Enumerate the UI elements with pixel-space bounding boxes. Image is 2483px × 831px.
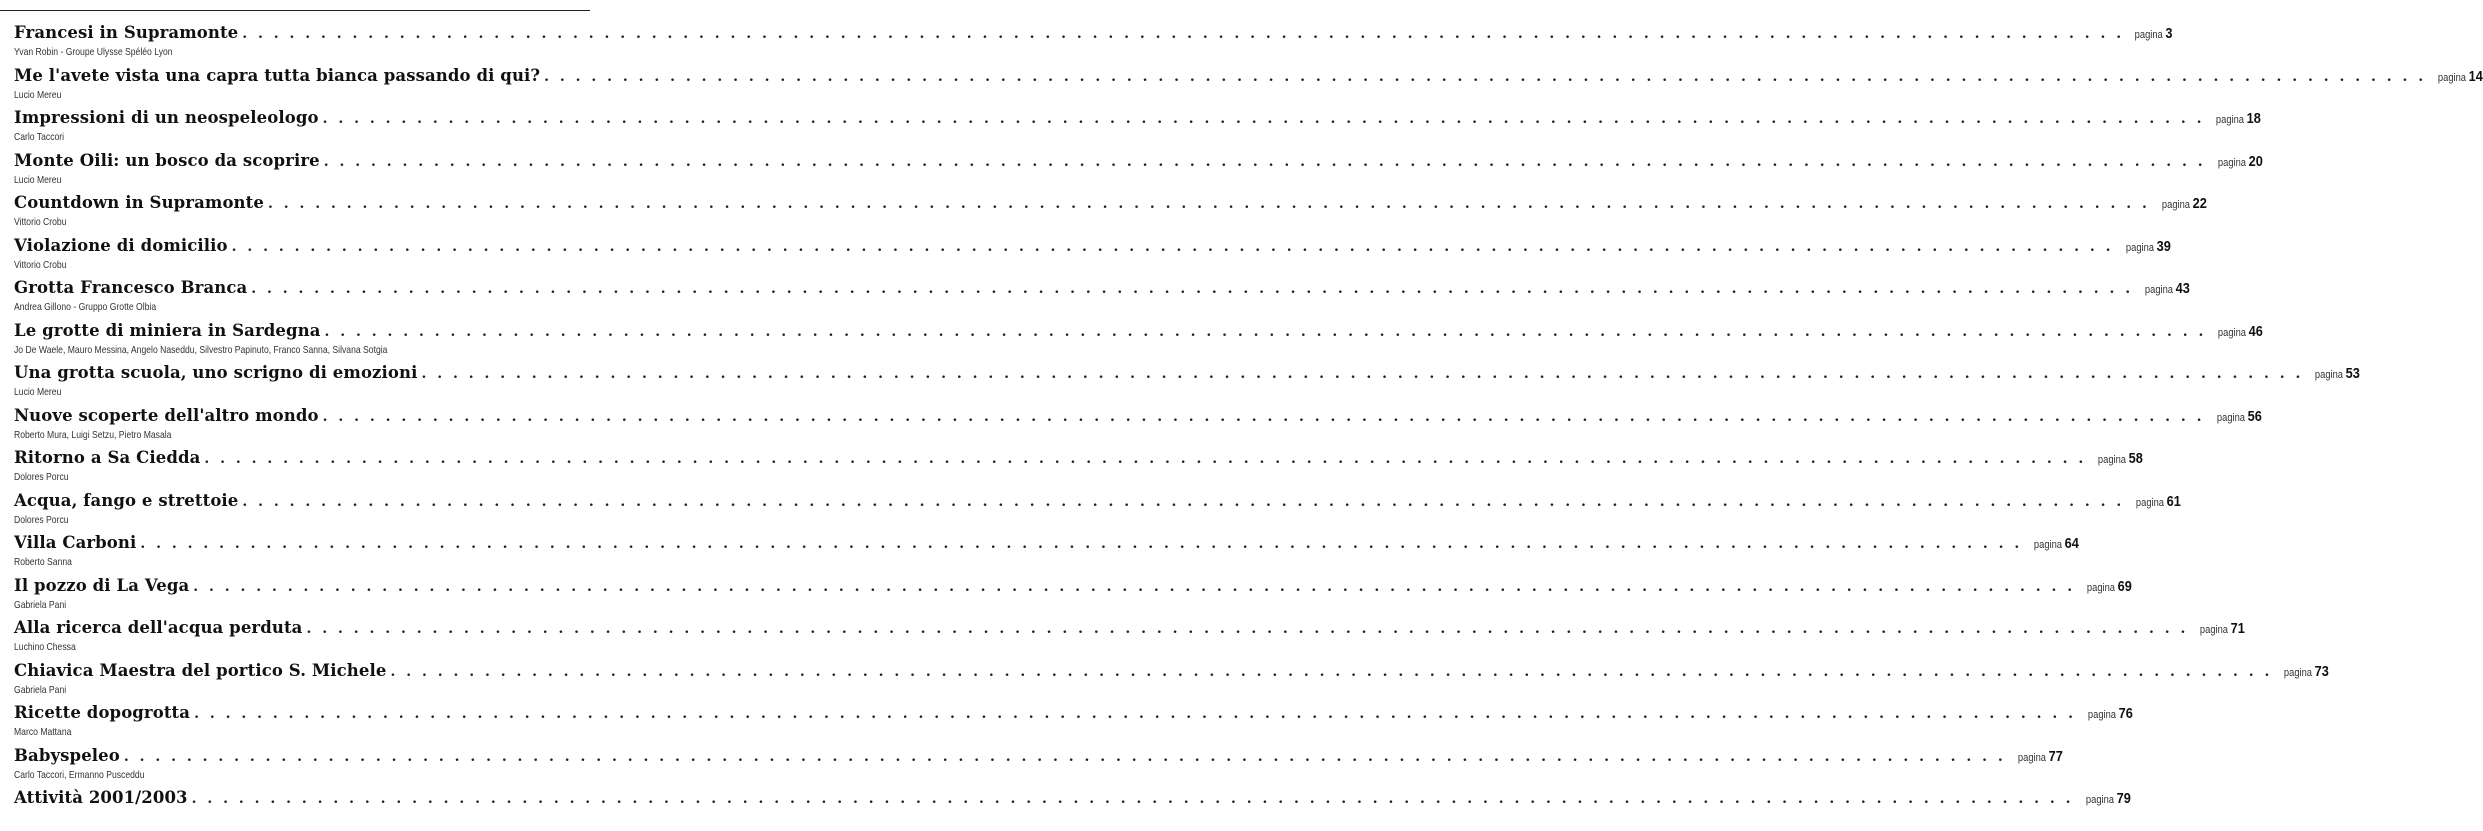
toc-entry-title[interactable]: Francesi in Supramonte [14, 23, 239, 42]
toc-entry-page [2438, 68, 2483, 85]
toc-entry-page [2284, 663, 2329, 680]
toc-entry-author: Dolores Porcu [14, 513, 69, 526]
toc-entry-author: Lucio Mereu [14, 386, 62, 398]
toc-entry[interactable] [14, 745, 2063, 789]
page-label: pagina [2136, 496, 2165, 509]
toc-entry-line [14, 448, 2144, 470]
toc-entry-author: Roberto Sanna [14, 556, 72, 568]
toc-entry-line [14, 703, 2133, 725]
toc-entry[interactable] [14, 448, 2144, 491]
page-label: pagina [2134, 29, 2163, 41]
toc-entry-author: Andrea Gillono - Gruppo Grotte Olbia [14, 301, 157, 313]
page-number: 58 [2128, 450, 2144, 467]
dot-leader: . . . . . . . . . . . . . . . . . . . . . . . . . . . . . . . . . . . . . . . . . . . . . . . . . . . . . . . . . . . . . . . . . . . . . . . . . . . . . . . . . . . . . . . . . . . . . . . . . . . . . . . . . . . . . . . . . . . . . . . . [390, 663, 2273, 680]
toc-entry-author: Jo De Waele, Mauro Messina, Angelo Naseddu, Silvestro Papinuto, Franco Sanna, Silvana Sotgia [14, 343, 388, 356]
toc-entry-page [2218, 323, 2263, 340]
toc-entry[interactable] [14, 660, 2330, 704]
toc-entry[interactable] [14, 320, 2264, 364]
toc-entry-page [2216, 110, 2261, 127]
dot-leader: . . . . . . . . . . . . . . . . . . . . . . . . . . . . . . . . . . . . . . . . . . . . . . . . . . . . . . . . . . . . . . . . . . . . . . . . . . . . . . . . . . . . . . . . . . . . . . . . . . . . . . . . . . . . . . . . . . . . . . . . [191, 791, 2074, 807]
page-label: pagina [2098, 454, 2127, 466]
toc-entry-title[interactable]: Monte Oili: un bosco da scoprire [14, 150, 320, 170]
dot-leader: . . . . . . . . . . . . . . . . . . . . . . . . . . . . . . . . . . . . . . . . . . . . . . . . . . . . . . . . . . . . . . . . . . . . . . . . . . . . . . . . . . . . . . . . . . . . . . . . . . . . . . . . . . . . . . . . . . . . . . . . [194, 706, 2076, 722]
toc-entry-title[interactable]: Violazione di domicilio [14, 235, 228, 255]
toc-entry-title[interactable]: Ricette dopogrotta [14, 703, 191, 722]
page-number: 64 [2064, 535, 2080, 552]
toc-entry-author: Gabriela Pani [14, 683, 67, 696]
toc-entry[interactable] [14, 533, 2080, 576]
toc-entry[interactable] [14, 405, 2262, 449]
toc-entry[interactable] [14, 193, 2207, 236]
toc-entry-line [14, 278, 2190, 300]
toc-entry-title[interactable]: Una grotta scuola, uno scrigno di emozioni [14, 363, 418, 382]
page-number: 76 [2118, 705, 2133, 722]
dot-leader: . . . . . . . . . . . . . . . . . . . . . . . . . . . . . . . . . . . . . . . . . . . . . . . . . . . . . . . . . . . . . . . . . . . . . . . . . . . . . . . . . . . . . . . . . . . . . . . . . . . . . . . . . . . . . . . . . . . . . . . . [322, 111, 2205, 127]
toc-entry-author: Marco Mattana [14, 726, 72, 738]
page-number: 46 [2249, 322, 2264, 340]
toc-entry-author: Vittorio Crobu [14, 216, 67, 228]
toc-entry-line [14, 65, 2483, 88]
toc-entry-line [14, 618, 2246, 640]
toc-entry[interactable] [14, 23, 2173, 66]
toc-entry-author: Carlo Taccori, Ermanno Pusceddu [14, 768, 145, 781]
toc-entry-page [2315, 365, 2360, 382]
toc-entry-line [14, 533, 2080, 555]
page-number: 14 [2468, 67, 2483, 85]
toc-entry[interactable] [14, 703, 2133, 746]
page-number: 73 [2314, 662, 2330, 680]
toc-entry-title[interactable]: Chiavica Maestra del portico S. Michele [14, 660, 387, 680]
page-number: 79 [2116, 790, 2131, 807]
toc-entry-page [2125, 238, 2170, 255]
toc-entry-line [14, 405, 2262, 428]
toc-entry-title[interactable]: Alla ricerca dell'acqua perduta [14, 618, 303, 637]
toc-entry-line [14, 108, 2262, 130]
toc-entry-title[interactable]: Ritorno a Sa Ciedda [14, 448, 201, 467]
toc-entry-page [2162, 195, 2207, 212]
page-number: 61 [2166, 492, 2182, 510]
page-label: pagina [2315, 369, 2344, 381]
toc-entry-author: Luchino Chessa [14, 641, 76, 653]
toc-entry[interactable] [14, 108, 2262, 151]
toc-entry-author: Carlo Taccori [14, 131, 65, 143]
toc-entry-line [14, 490, 2182, 513]
toc-entry-line [14, 150, 2263, 173]
toc-entry-author: Dolores Porcu [14, 471, 69, 483]
dot-leader: . . . . . . . . . . . . . . . . . . . . . . . . . . . . . . . . . . . . . . . . . . . . . . . . . . . . . . . . . . . . . . . . . . . . . . . . . . . . . . . . . . . . . . . . . . . . . . . . . . . . . . . . . . . . . . . . . . . . . . . . [123, 748, 2006, 765]
toc-entry-page [2135, 25, 2173, 42]
toc-entry-title[interactable]: Attività 2001/2003 [14, 788, 188, 807]
dot-leader: . . . . . . . . . . . . . . . . . . . . . . . . . . . . . . . . . . . . . . . . . . . . . . . . . . . . . . . . . . . . . . . . . . . . . . . . . . . . . . . . . . . . . . . . . . . . . . . . . . . . . . . . . . . . . . . . . . . . . . . . [421, 366, 2304, 382]
toc-entry-author: Roberto Mura, Luigi Setzu, Pietro Masala [14, 428, 172, 441]
toc-entry[interactable] [14, 490, 2182, 534]
dot-leader: . . . . . . . . . . . . . . . . . . . . . . . . . . . . . . . . . . . . . . . . . . . . . . . . . . . . . . . . . . . . . . . . . . . . . . . . . . . . . . . . . . . . . . . . . . . . . . . . . . . . . . . . . . . . . . . . . . . . . . . . [193, 578, 2076, 595]
toc-entry-page [2087, 578, 2132, 595]
toc-entry-title[interactable]: Le grotte di miniera in Sardegna [14, 320, 321, 340]
dot-leader: . . . . . . . . . . . . . . . . . . . . . . . . . . . . . . . . . . . . . . . . . . . . . . . . . . . . . . . . . . . . . . . . . . . . . . . . . . . . . . . . . . . . . . . . . . . . . . . . . . . . . . . . . . . . . . . . . . . . . . . . [242, 26, 2125, 42]
dot-leader: . . . . . . . . . . . . . . . . . . . . . . . . . . . . . . . . . . . . . . . . . . . . . . . . . . . . . . . . . . . . . . . . . . . . . . . . . . . . . . . . . . . . . . . . . . . . . . . . . . . . . . . . . . . . . . . . . . . . . . . . [322, 408, 2205, 425]
page-label: pagina [2216, 411, 2245, 424]
page-number: 3 [2165, 25, 2173, 42]
dot-leader: . . . . . . . . . . . . . . . . . . . . . . . . . . . . . . . . . . . . . . . . . . . . . . . . . . . . . . . . . . . . . . . . . . . . . . . . . . . . . . . . . . . . . . . . . . . . . . . . . . . . . . . . . . . . . . . . . . . . . . . . [324, 323, 2207, 340]
page-label: pagina [2161, 199, 2190, 211]
page-number: 77 [2048, 747, 2063, 765]
toc-entry-title[interactable]: Babyspeleo [14, 745, 120, 765]
toc-entry-author: Lucio Mereu [14, 173, 62, 186]
toc-entry-title[interactable]: Nuove scoperte dell'altro mondo [14, 405, 319, 425]
toc-entry[interactable] [14, 278, 2190, 321]
dot-leader: . . . . . . . . . . . . . . . . . . . . . . . . . . . . . . . . . . . . . . . . . . . . . . . . . . . . . . . . . . . . . . . . . . . . . . . . . . . . . . . . . . . . . . . . . . . . . . . . . . . . . . . . . . . . . . . . . . . . . . . . [323, 153, 2206, 170]
toc-entry-title[interactable]: Acqua, fango e strettoie [14, 490, 239, 510]
dot-leader: . . . . . . . . . . . . . . . . . . . . . . . . . . . . . . . . . . . . . . . . . . . . . . . . . . . . . . . . . . . . . . . . . . . . . . . . . . . . . . . . . . . . . . . . . . . . . . . . . . . . . . . . . . . . . . . . . . . . . . . . [242, 493, 2125, 510]
page-label: pagina [2017, 751, 2046, 764]
page-label: pagina [2437, 71, 2467, 84]
toc-entry-page [2200, 620, 2245, 637]
page-number: 56 [2247, 407, 2262, 425]
page-label: pagina [2218, 326, 2247, 339]
toc-entry-title[interactable]: Countdown in Supramonte [14, 193, 264, 212]
toc-entry-line [14, 363, 2361, 385]
toc-entry-line [14, 320, 2264, 343]
toc-entry-author: Gabriela Pani [14, 598, 67, 611]
toc-entry-page [2088, 705, 2133, 722]
toc-entry-line [14, 193, 2207, 215]
toc-entry[interactable] [14, 150, 2263, 194]
toc-entry[interactable] [14, 575, 2132, 619]
page-label: pagina [2200, 624, 2229, 636]
page-number: 18 [2247, 110, 2262, 127]
page-number: 69 [2117, 577, 2132, 595]
page-label: pagina [2034, 539, 2063, 551]
toc-entry-page [2018, 748, 2063, 765]
dot-leader: . . . . . . . . . . . . . . . . . . . . . . . . . . . . . . . . . . . . . . . . . . . . . . . . . . . . . . . . . . . . . . . . . . . . . . . . . . . . . . . . . . . . . . . . . . . . . . . . . . . . . . . . . . . . . . . . . . . . . . . . [140, 536, 2023, 552]
dot-leader: . . . . . . . . . . . . . . . . . . . . . . . . . . . . . . . . . . . . . . . . . . . . . . . . . . . . . . . . . . . . . . . . . . . . . . . . . . . . . . . . . . . . . . . . . . . . . . . . . . . . . . . . . . . . . . . . . . . . . . . . [544, 68, 2427, 85]
toc-entry-title[interactable]: Grotta Francesco Branca [14, 278, 248, 297]
page-label: pagina [2125, 241, 2154, 254]
page-label: pagina [2284, 666, 2313, 679]
dot-leader: . . . . . . . . . . . . . . . . . . . . . . . . . . . . . . . . . . . . . . . . . . . . . . . . . . . . . . . . . . . . . . . . . . . . . . . . . . . . . . . . . . . . . . . . . . . . . . . . . . . . . . . . . . . . . . . . . . . . . . . . [267, 196, 2150, 212]
toc-entry-page [2034, 535, 2079, 552]
top-rule [0, 10, 590, 11]
toc-entry-line [14, 23, 2173, 45]
toc-entry-title[interactable]: Villa Carboni [14, 533, 137, 552]
toc-entry-line [14, 235, 2171, 258]
toc-entry-author: Yvan Robin - Groupe Ulysse Spéléo Lyon [14, 46, 173, 58]
dot-leader: . . . . . . . . . . . . . . . . . . . . . . . . . . . . . . . . . . . . . . . . . . . . . . . . . . . . . . . . . . . . . . . . . . . . . . . . . . . . . . . . . . . . . . . . . . . . . . . . . . . . . . . . . . . . . . . . . . . . . . . . [231, 238, 2114, 255]
page-label: pagina [2087, 581, 2116, 594]
page-label: pagina [2087, 709, 2116, 721]
toc-entry-page [2216, 408, 2261, 425]
toc-entry-title[interactable]: Impressioni di un neospeleologo [14, 108, 319, 127]
page-number: 43 [2175, 280, 2190, 297]
page-label: pagina [2216, 114, 2245, 126]
toc-entry-line [14, 745, 2063, 768]
dot-leader: . . . . . . . . . . . . . . . . . . . . . . . . . . . . . . . . . . . . . . . . . . . . . . . . . . . . . . . . . . . . . . . . . . . . . . . . . . . . . . . . . . . . . . . . . . . . . . . . . . . . . . . . . . . . . . . . . . . . . . . . [251, 281, 2134, 297]
toc-entry-page [2136, 493, 2181, 510]
table-of-contents [14, 23, 2483, 831]
toc-entry[interactable] [14, 618, 2246, 661]
toc-entry-page [2085, 790, 2130, 807]
toc-entry-author: Lucio Mereu [14, 88, 62, 101]
toc-entry-title[interactable]: Me l'avete vista una capra tutta bianca passando di qui? [14, 65, 541, 85]
page-number: 71 [2230, 620, 2246, 637]
page-label: pagina [2145, 284, 2174, 296]
toc-entry-author: Vittorio Crobu [14, 258, 67, 271]
dot-leader: . . . . . . . . . . . . . . . . . . . . . . . . . . . . . . . . . . . . . . . . . . . . . . . . . . . . . . . . . . . . . . . . . . . . . . . . . . . . . . . . . . . . . . . . . . . . . . . . . . . . . . . . . . . . . . . . . . . . . . . . [204, 451, 2087, 467]
toc-entry-page [2218, 153, 2263, 170]
page-number: 22 [2192, 195, 2207, 212]
page-number: 53 [2345, 365, 2361, 382]
toc-entry-line [14, 575, 2132, 598]
dot-leader: . . . . . . . . . . . . . . . . . . . . . . . . . . . . . . . . . . . . . . . . . . . . . . . . . . . . . . . . . . . . . . . . . . . . . . . . . . . . . . . . . . . . . . . . . . . . . . . . . . . . . . . . . . . . . . . . . . . . . . . . [306, 621, 2189, 637]
page-label: pagina [2217, 156, 2246, 169]
toc-entry-page [2098, 450, 2143, 467]
toc-entry[interactable] [14, 363, 2361, 406]
page-label: pagina [2085, 794, 2114, 806]
toc-entry-page [2145, 280, 2190, 297]
toc-entry-line [14, 660, 2330, 683]
toc-entry-line [14, 788, 2131, 810]
page-number: 20 [2248, 152, 2263, 170]
page-number: 39 [2156, 237, 2171, 255]
toc-entry-title[interactable]: Il pozzo di La Vega [14, 575, 190, 595]
toc-entry[interactable] [14, 65, 2483, 109]
toc-entry[interactable] [14, 235, 2171, 279]
toc-entry[interactable] [14, 788, 2131, 831]
